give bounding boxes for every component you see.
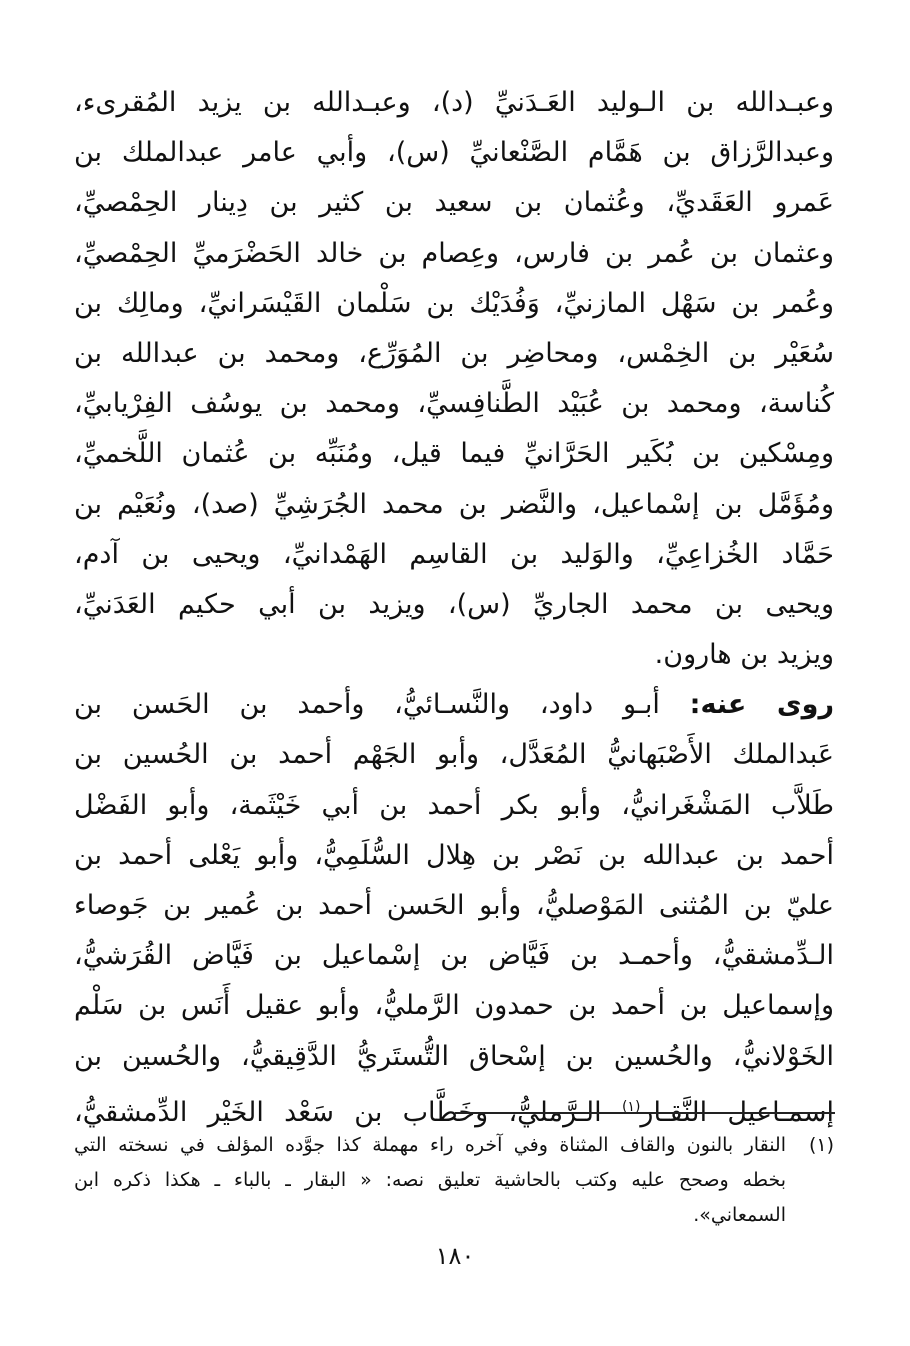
main-text-block [74, 78, 834, 1132]
narrators-first-rest: أبـو داود، والنَّسـائيُّ، وأحمد بن الحَسن بن [74, 689, 690, 721]
text-line: الـدِّمشقيُّ، وأحمـد بن فَيَّاض بن إسْماعيل بن فَيَّاض القُرَشيُّ، [74, 940, 834, 972]
footnote-line: السمعاني». [693, 1204, 786, 1226]
text-line: ويزيد بن هارون. [654, 639, 834, 671]
narrators-heading: روى عنه: [689, 689, 834, 721]
text-line: طَلاَّب المَشْغَرانيُّ، وأبو بكر أحمد بن أبي خَيْثَمة، وأبو الفَضْل [74, 789, 834, 821]
last-line-end: الـرَّمليُّ، وخَطَّاب بن سَعْد الخَيْر الدِّمشقيُّ، [74, 1096, 622, 1128]
text-line: عَبدالملك الأَصْبَهانيُّ المُعَدَّل، وأبو الجَهْم أحمد بن الحُسين بن [74, 739, 834, 771]
footnote-row [74, 1128, 834, 1233]
text-line: وعثمان بن عُمر بن فارس، وعِصام بن خالد الحَضْرَميِّ الحِمْصيِّ، [74, 237, 834, 269]
footnote [74, 1128, 834, 1233]
footnote-marker: (١) [808, 1134, 834, 1156]
text-line: ومُؤَمَّل بن إسْماعيل، والنَّضر بن محمد الجُرَشِيِّ (صد)، ونُعَيْم بن [74, 488, 834, 520]
text-line: وإسماعيل بن أحمد بن حمدون الرَّمليُّ، وأبو عقيل أَنَس بن سَلْم [74, 990, 834, 1022]
text-line: حَمَّاد الخُزاعِيِّ، والوَليد بن القاسِم الهَمْدانيِّ، ويحيى بن آدم، [74, 538, 834, 570]
text-line: الخَوْلانيُّ، والحُسين بن إسْحاق التُّستَريُّ الدَّقِيقيُّ، والحُسين بن [74, 1040, 834, 1072]
text-line: كُناسة، ومحمد بن عُبَيْد الطَّنافِسيِّ، ومحمد بن يوسُف الفِرْيابيِّ، [74, 388, 834, 420]
narrators-first-line [74, 680, 834, 730]
text-line: سُعَيْر بن الخِمْس، ومحاضِر بن المُوَرِّع، ومحمد بن عبدالله بن [74, 337, 834, 369]
page-number: ١٨٠ [435, 1242, 475, 1270]
text-line: ويحيى بن محمد الجاريِّ (س)، ويزيد بن أبي حكيم العَدَنيِّ، [74, 588, 834, 620]
text-line: أحمد بن عبدالله بن نَصْر بن هِلال السُّلَمِيُّ، وأبو يَعْلى أحمد بن [74, 839, 834, 871]
footnote-reference: (١) [621, 1098, 641, 1115]
text-line: وعُمر بن سَهْل المازنيِّ، وَفُدَيْك بن سَلْمان القَيْسَرانيِّ، ومالِك بن [74, 287, 834, 319]
text-line: وعبـدالله بن الـوليد العَـدَنيِّ (د)، وعبـدالله بن يزيد المُقرىء، [74, 87, 834, 118]
text-line: عليّ بن المُثنى المَوْصليُّ، وأبو الحَسن أحمد بن عُمير بن جَوصاء [74, 890, 834, 921]
footnote-line: النقار بالنون والقاف المثناة وفي آخره راء مهملة كذا جوَّده المؤلف في نسخته التي [74, 1134, 786, 1156]
text-line: وعبدالرَّزاق بن هَمَّام الصَّنْعانيِّ (س)، وأبي عامر عبدالملك بن [74, 137, 834, 169]
last-line-start: إسمـاعيل النَّقـار [640, 1096, 834, 1128]
text-line: ومِسْكين بن بُكَير الحَرَّانيِّ فيما قيل، ومُنَبِّه بن عُثمان اللَّخميِّ، [74, 438, 834, 470]
footnote-body [74, 1128, 786, 1233]
text-line: عَمرو العَقَديِّ، وعُثمان بن سعيد بن كثير بن دِينار الحِمْصيِّ، [74, 187, 834, 219]
text-line-with-footnote-ref [74, 1082, 834, 1132]
footnote-line: بخطه وصحح عليه وكتب بالحاشية تعليق نصه: « البقار ـ بالباء ـ هكذا ذكره ابن [74, 1169, 786, 1191]
footnote-separator [455, 1112, 835, 1114]
